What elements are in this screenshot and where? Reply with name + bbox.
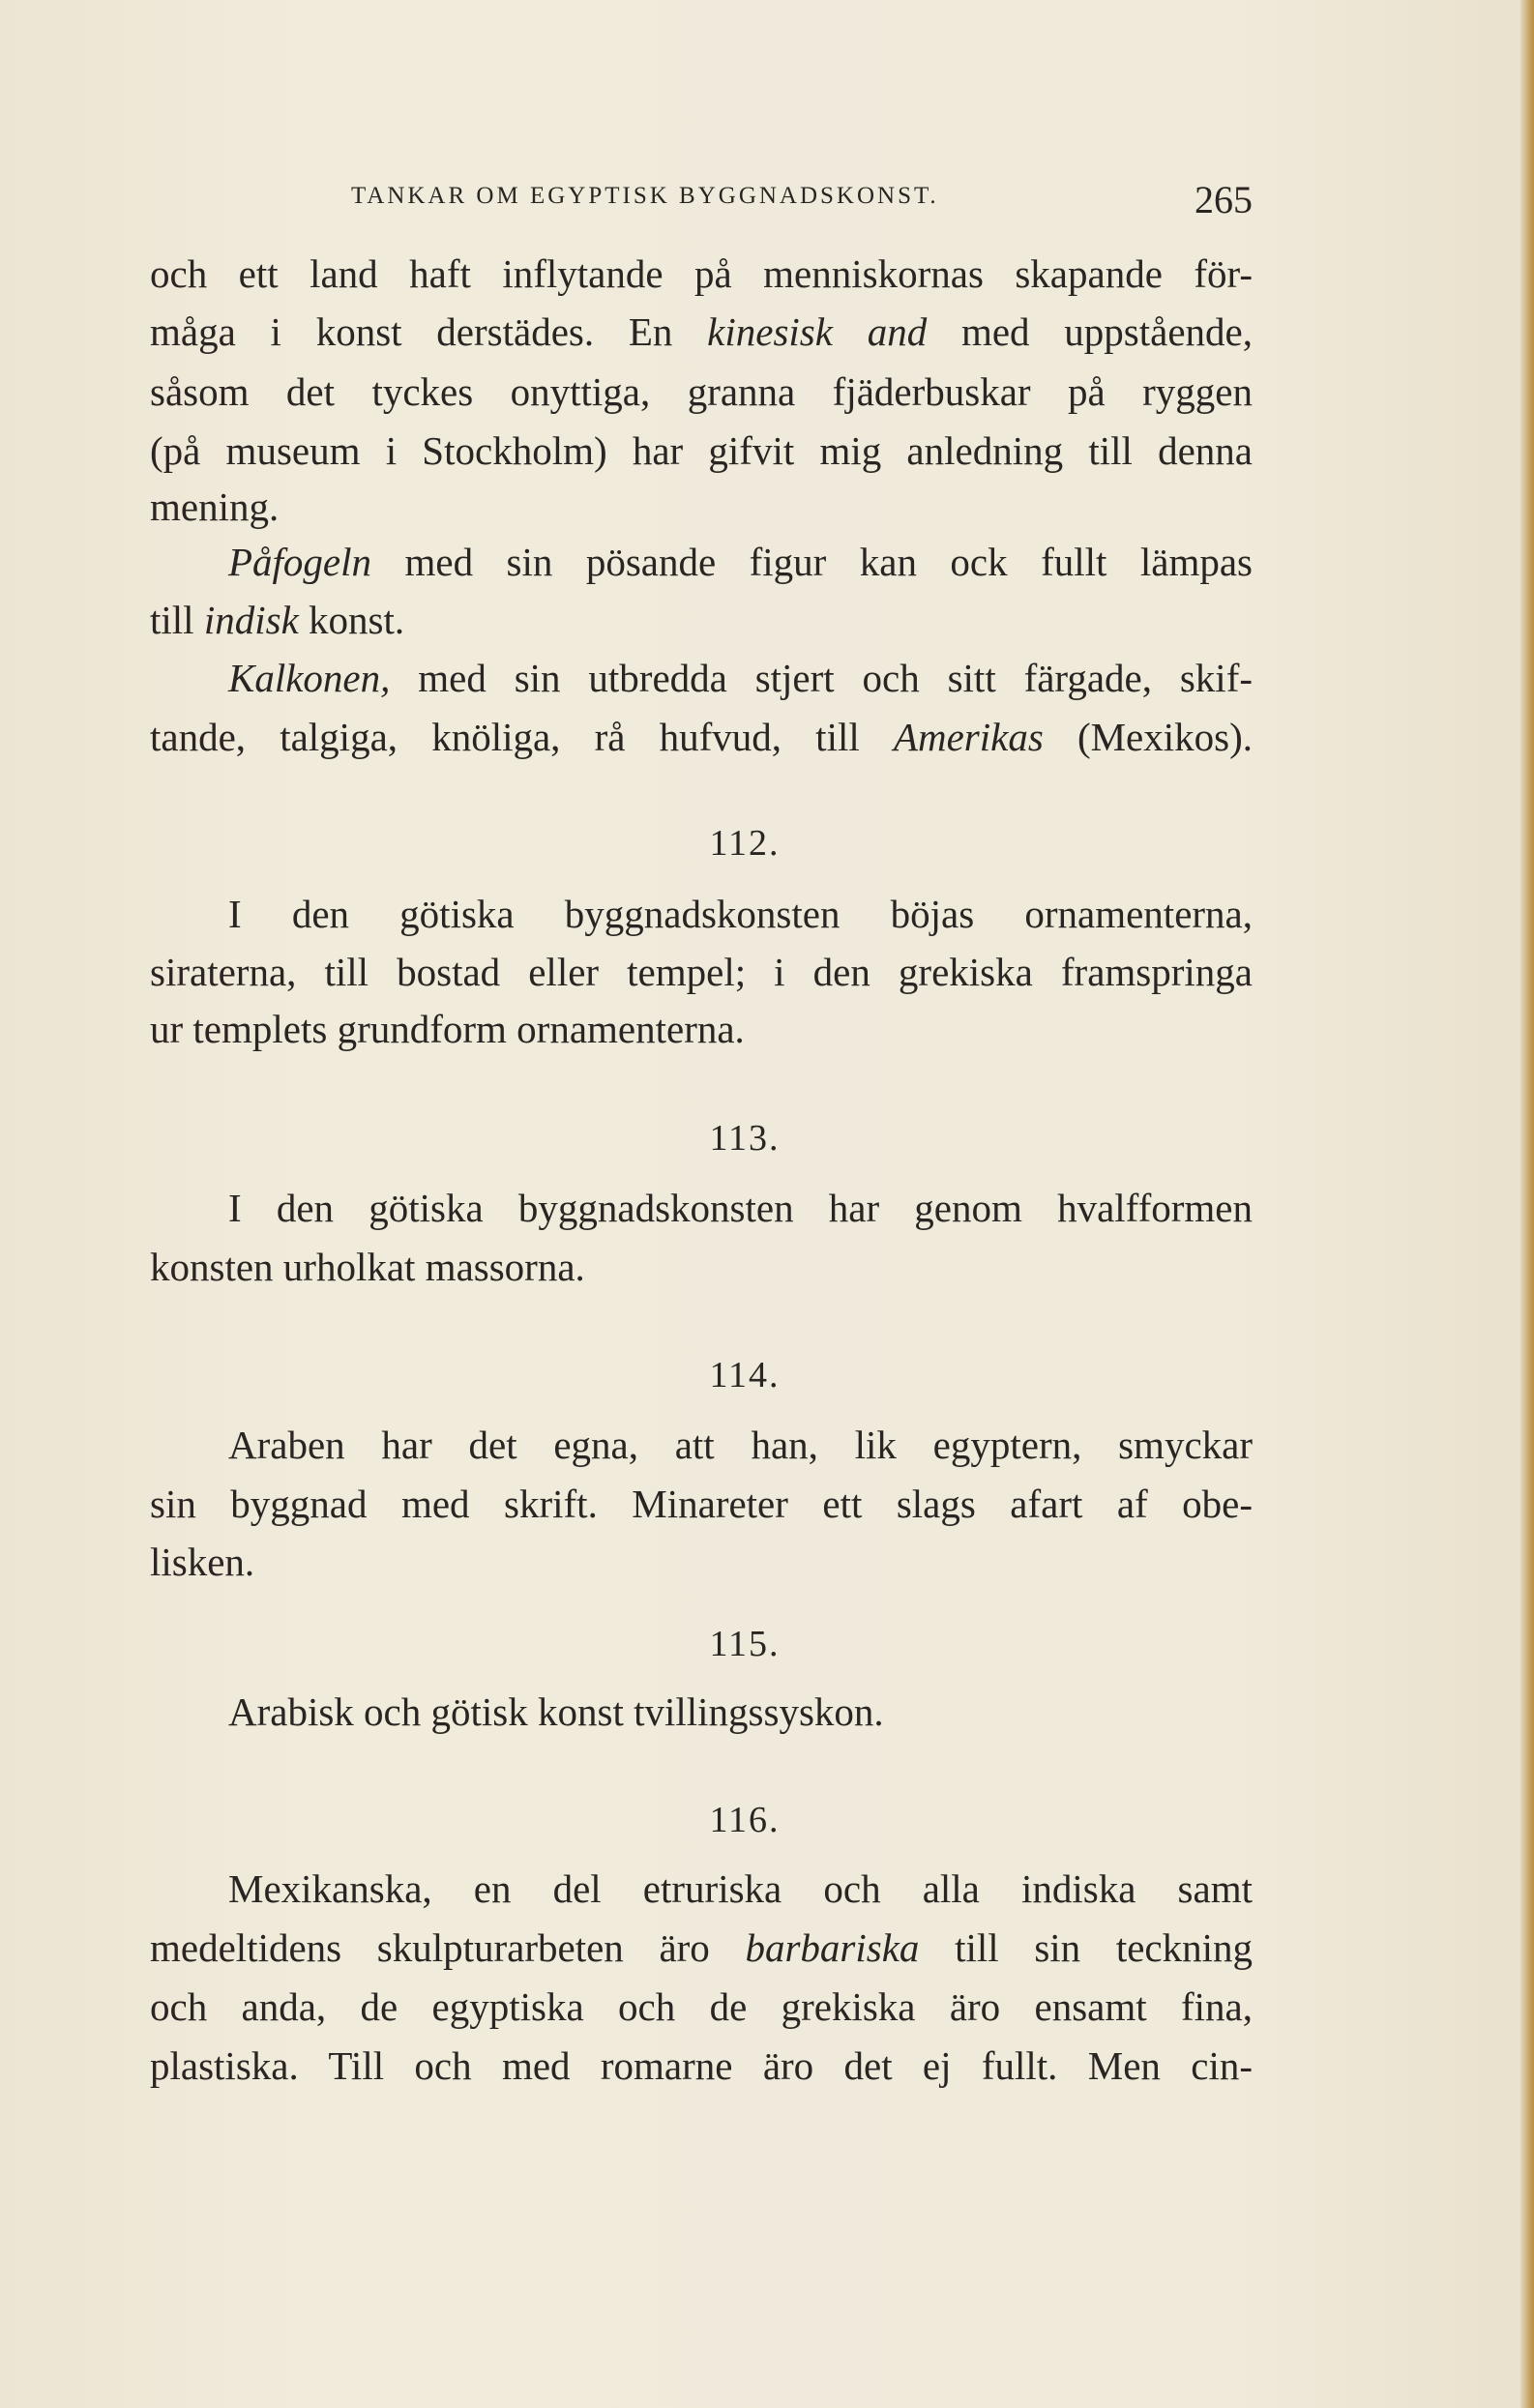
text-line: ur templets grundform ornamenterna. [150, 1007, 745, 1051]
italic-term: Kalkonen, [228, 656, 391, 700]
text-line: I den götiska byggnadskonsten böjas ornamenterna, [228, 892, 1253, 936]
italic-term: barbariska [745, 1925, 920, 1970]
text-line: sin byggnad med skrift. Minareter ett slags afart af obe- [150, 1482, 1253, 1526]
text-line: konsten urholkat massorna. [150, 1245, 585, 1289]
text-line: medeltidens skulpturarbeten äro barbariska till sin teckning [150, 1925, 1253, 1970]
page-edge [1520, 0, 1534, 2408]
section-number: 112. [709, 823, 781, 864]
text-line: till indisk konst. [150, 598, 405, 642]
running-title: TANKAR OM EGYPTISK BYGGNADSKONST. [351, 183, 939, 209]
text-line: siraterna, till bostad eller tempel; i den grekiska framspringa [150, 950, 1253, 994]
text-line: Araben har det egna, att han, lik egyptern, smyckar [228, 1423, 1253, 1467]
text-line: Mexikanska, en del etruriska och alla indiska samt [228, 1866, 1253, 1911]
text-line: och ett land haft inflytande på menniskornas skapande för- [150, 251, 1253, 296]
text-line: Påfogeln med sin pösande figur kan ock fullt lämpas [228, 540, 1253, 584]
text-line: tande, talgiga, knöliga, rå hufvud, till Amerikas (Mexikos). [150, 715, 1254, 759]
text-line: I den götiska byggnadskonsten har genom hvalfformen [228, 1186, 1253, 1230]
italic-term: Påfogeln [228, 540, 372, 584]
italic-term: indisk [203, 598, 299, 642]
running-head [150, 177, 1253, 225]
section-number: 116. [709, 1800, 781, 1840]
section-number: 114. [709, 1355, 781, 1395]
text-line: måga i konst derstädes. En kinesisk and med uppstående, [150, 309, 1253, 354]
italic-term: kinesisk and [707, 309, 928, 354]
text-line: lisken. [150, 1540, 255, 1584]
text-line: mening. [150, 485, 280, 529]
text-line: Kalkonen, med sin utbredda stjert och sitt färgade, skif- [228, 656, 1253, 700]
text-line: (på museum i Stockholm) har gifvit mig anledning till denna [150, 428, 1253, 473]
text-line: och anda, de egyptiska och de grekiska äro ensamt fina, [150, 1984, 1253, 2029]
text-line: såsom det tyckes onyttiga, granna fjäderbuskar på ryggen [150, 369, 1253, 414]
text-line: Arabisk och götisk konst tvillingssyskon. [228, 1689, 884, 1734]
page-number: 265 [1195, 178, 1253, 221]
italic-term: Amerikas [893, 715, 1044, 759]
text-line: plastiska. Till och med romarne äro det ej fullt. Men cin- [150, 2043, 1253, 2088]
section-number: 115. [709, 1624, 781, 1664]
section-number: 113. [709, 1118, 781, 1159]
